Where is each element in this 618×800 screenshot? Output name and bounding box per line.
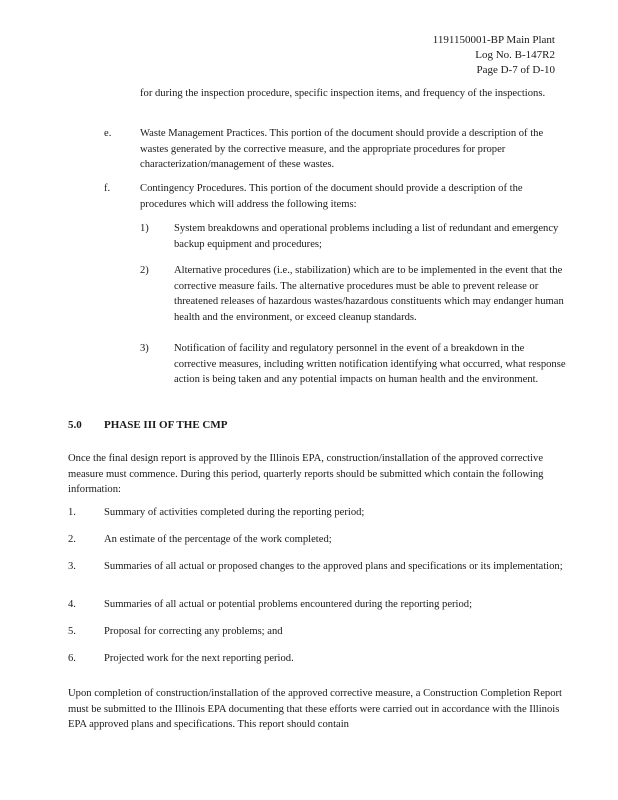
list-item-5-label: 5.	[68, 626, 76, 637]
section-number: 5.0	[68, 419, 82, 431]
section-intro: Once the final design report is approved by the Illinois EPA, construction/installation of the approved corrective measure must commence. During this period, quarterly reports should be submitted which contain the following information:	[68, 453, 544, 496]
subitem-2-text: Alternative procedures (i.e., stabilization) which are to be implemented in the event that the corrective measure fails. The alternative procedures must be able to prevent release or threatened releases of hazardous wastes/hazardous constituents which may endanger human health and the environment, or exceed cleanup standards.	[174, 265, 564, 323]
list-item-1-label: 1.	[68, 507, 76, 518]
page-header	[433, 33, 555, 78]
continuation-paragraph: for during the inspection procedure, specific inspection items, and frequency of the inspections.	[140, 88, 546, 99]
section-title: PHASE III OF THE CMP	[104, 419, 228, 431]
list-item-5-text: Proposal for correcting any problems; and	[104, 626, 283, 637]
item-e-text: Waste Management Practices. This portion of the document should provide a description of the wastes generated by the corrective measure, and the appropriate procedures for proper characterization/management of these wastes.	[140, 128, 544, 171]
list-item-4-text: Summaries of all actual or potential problems encountered during the reporting period;	[104, 599, 473, 610]
list-item-3-text: Summaries of all actual or proposed changes to the approved plans and specifications or its implementation;	[104, 561, 563, 572]
list-item-2-label: 2.	[68, 534, 76, 545]
list-item-6-label: 6.	[68, 653, 76, 664]
subitem-2-label: 2)	[140, 265, 149, 276]
list-item-3-label: 3.	[68, 561, 76, 572]
item-f-label: f.	[104, 183, 111, 194]
header-page-number: Page D-7 of D-10	[476, 64, 555, 76]
list-item-1-text: Summary of activities completed during the reporting period;	[104, 507, 365, 518]
list-item-4-label: 4.	[68, 599, 76, 610]
header-log-number: Log No. B-147R2	[475, 49, 555, 61]
item-e-label: e.	[104, 128, 112, 139]
list-item-2-text: An estimate of the percentage of the work completed;	[104, 534, 332, 545]
subitem-1-text: System breakdowns and operational problems including a list of redundant and emergency backup equipment and procedures;	[174, 223, 559, 250]
item-f-text: Contingency Procedures. This portion of the document should provide a description of the procedures which will address the following items:	[140, 183, 523, 210]
subitem-1-label: 1)	[140, 223, 149, 234]
subitem-3-label: 3)	[140, 343, 149, 354]
subitem-3-text: Notification of facility and regulatory personnel in the event of a breakdown in the corrective measures, including written notification identifying what occurred, what response action is being taken and any potential impacts on human health and the environment.	[174, 343, 566, 386]
closing-paragraph: Upon completion of construction/installation of the approved corrective measure, a Construction Completion Report must be submitted to the Illinois EPA documenting that these efforts were carried out in accordance with the Illinois EPA approved plans and specifications. This report should contain	[68, 688, 562, 731]
header-facility: 1191150001-BP Main Plant	[432, 34, 555, 46]
list-item-6-text: Projected work for the next reporting period.	[104, 653, 294, 664]
